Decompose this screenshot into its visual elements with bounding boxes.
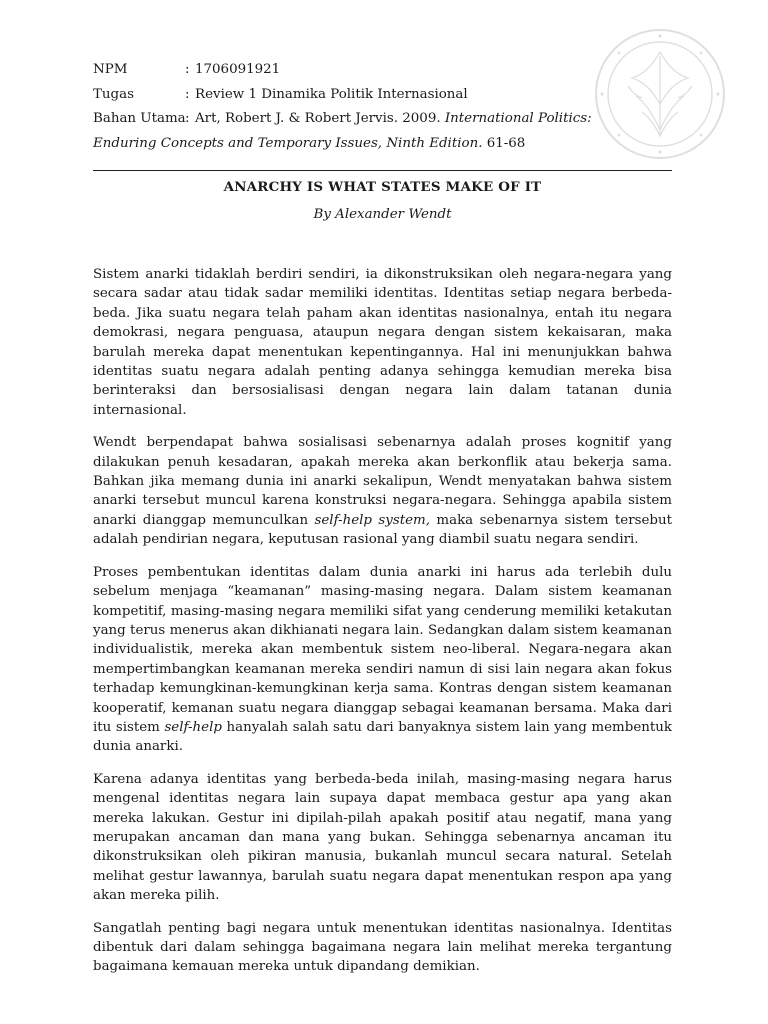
npm-label: NPM: [93, 62, 128, 77]
tugas-colon: :: [185, 86, 190, 102]
review-body: [93, 265, 672, 990]
npm-row: [93, 58, 653, 83]
tugas-label: Tugas: [93, 86, 134, 102]
paragraph-3-text-a: Proses pembentukan identitas dalam dunia anarki ini harus ada terlebih dulu sebelum menjaga “keamanan” masing-masing negara. Dalam sistem keamanan kompetitif, masing-masing negara memiliki sifat yang cenderung memiliki ketakutan yang terus menerus akan dikhianati negara lain. Sedangkan dalam sistem keamanan individualistik, mereka akan membentuk sistem neo-liberal. Negara-negara akan mempertimbangkan keamanan mereka sendiri namun di sisi lain negara akan fokus terhadap kemungkinan-kemungkinan kerja sama. Kontras dengan sistem keamanan kooperatif, kemanan suatu negara dianggap sebagai keamanan bersama. Maka dari itu sistem: [93, 564, 672, 735]
paragraph-4: Karena adanya identitas yang berbeda-beda inilah, masing-masing negara harus mengenal identitas negara lain supaya dapat membaca gestur apa yang akan mereka lakukan. Gestur ini dipilah-pilah apakah positif atau negatif, mana yang merupakan ancaman dan mana yang bukan. Sehingga sebenarnya ancaman itu dikonstruksikan oleh pikiran manusia, bukanlah muncul secara natural. Setelah melihat gestur lawannya, barulah suatu negara dapat menentukan respon apa yang akan mereka pilih.: [93, 771, 672, 904]
bahan-utama-label: Bahan Utama: [93, 111, 186, 126]
bahan-utama-row: [93, 107, 653, 132]
header-divider: [93, 170, 672, 171]
article-byline: By Alexander Wendt: [313, 207, 452, 222]
paragraph-2-italic: self-help system,: [314, 512, 430, 528]
paragraph-2-text-b: maka sebenarnya sistem tersebut adalah pendirian negara, keputusan rasional yang diambil suatu negara sendiri.: [93, 512, 672, 548]
npm-colon: :: [185, 62, 190, 77]
npm-value: 1706091921: [195, 62, 281, 77]
bahan-utama-authors: Art, Robert J. & Robert Jervis. 2009.: [195, 111, 441, 126]
paragraph-3: [93, 563, 672, 757]
bahan-utama-book-title: International Politics:: [444, 111, 592, 126]
paragraph-2: [93, 433, 672, 549]
paragraph-3-text-b: hanyalah salah satu dari banyaknya sistem lain yang membentuk dunia anarki.: [93, 719, 672, 755]
assignment-metadata: [93, 58, 653, 156]
paragraph-5: Sangatlah penting bagi negara untuk menentukan identitas nasionalnya. Identitas dibentuk dari dalam sehingga bagaimana negara lain melihat mereka tergantung bagaimana kemauan mereka untuk dipandang demikian.: [93, 920, 672, 975]
bahan-utama-book-subtitle: Enduring Concepts and Temporary Issues, Ninth Edition.: [93, 135, 483, 151]
paragraph-3-italic: self-help: [164, 719, 222, 735]
bahan-utama-colon: :: [185, 111, 190, 126]
bahan-utama-continuation: [93, 132, 653, 157]
article-title: ANARCHY IS WHAT STATES MAKE OF IT: [223, 179, 542, 195]
bahan-utama-pages: 61-68: [486, 135, 526, 151]
tugas-row: [93, 83, 653, 108]
paragraph-2-text-a: Wendt berpendapat bahwa sosialisasi sebenarnya adalah proses kognitif yang dilakukan penuh kesadaran, apakah mereka akan berkonflik atau bekerja sama. Bahkan jika memang dunia ini anarki sekalipun, Wendt menyatakan bahwa sistem anarki tersebut muncul karena konstruksi negara-negara. Sehingga apabila sistem anarki dianggap memunculkan: [93, 435, 672, 528]
tugas-value: Review 1 Dinamika Politik Internasional: [195, 86, 468, 102]
paragraph-1: Sistem anarki tidaklah berdiri sendiri, ia dikonstruksikan oleh negara-negara yang secara sadar atau tidak sadar memiliki identitas. Identitas setiap negara berbeda-beda. Jika suatu negara telah paham akan identitas nasionalnya, entah itu negara demokrasi, negara penguasa, ataupun negara dengan sistem kekaisaran, maka barulah mereka dapat menentukan kepentingannya. Hal ini menunjukkan bahwa identitas suatu negara adalah penting adanya sehingga kemudian mereka bisa berinteraksi dan bersosialisasi dengan negara lain dalam tatanan dunia internasional.: [93, 267, 672, 418]
